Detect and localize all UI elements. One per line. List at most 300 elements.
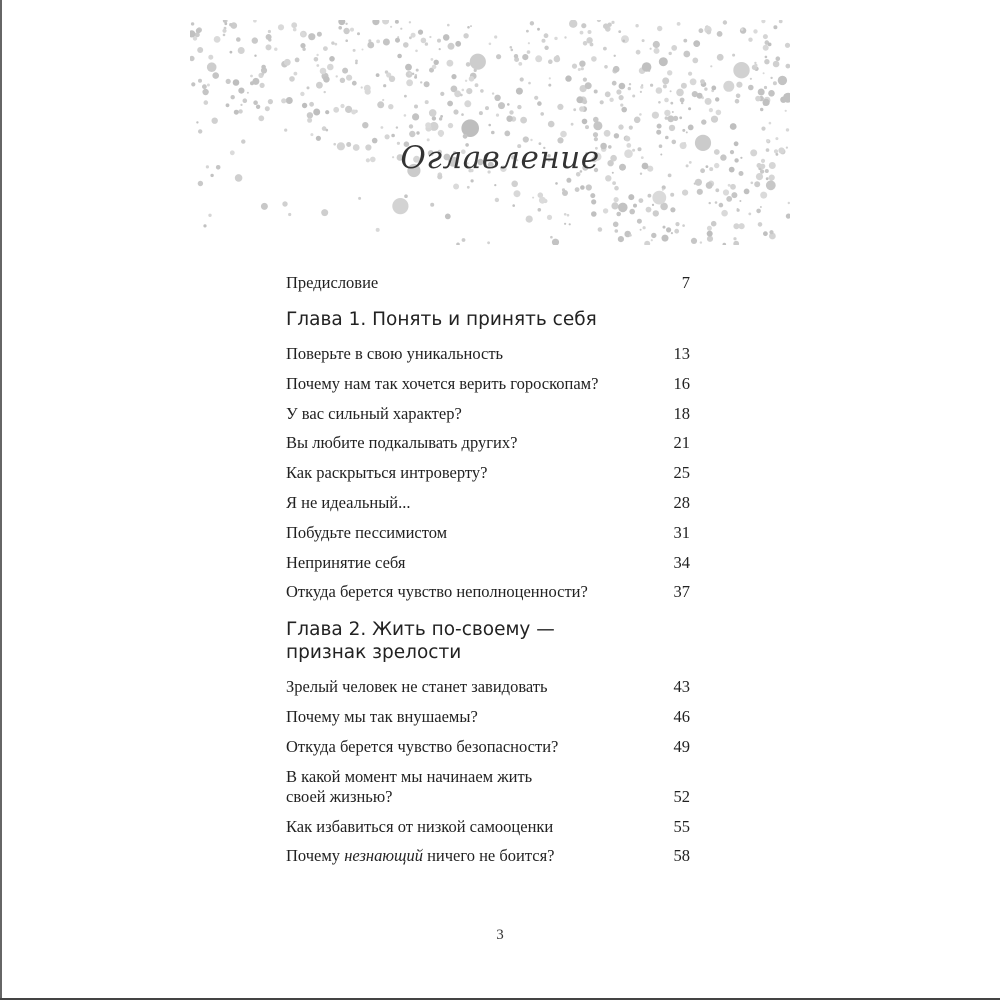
chapter-heading-2 [286,618,690,664]
decorative-dot [196,121,198,123]
decorative-dot [663,84,667,88]
decorative-dot [733,62,749,78]
decorative-dot [690,78,697,85]
decorative-dot [788,202,790,204]
decorative-dot [405,64,412,71]
page-number: 3 [496,927,504,943]
decorative-dot [614,186,619,191]
decorative-dot [240,104,242,106]
decorative-dot [420,81,422,83]
decorative-dot [353,49,356,52]
decorative-dot [448,123,453,128]
decorative-dot [548,84,551,87]
decorative-dot [385,134,390,139]
decorative-dot [611,21,614,24]
decorative-dot [715,201,718,204]
decorative-dot [667,115,674,122]
decorative-dot [233,79,240,86]
decorative-dot [511,181,518,188]
decorative-dot [207,84,210,87]
toc-entry-page: 52 [673,786,690,806]
decorative-dot [314,57,319,62]
decorative-dot [554,37,557,40]
decorative-dot [464,100,471,107]
decorative-dot [236,37,241,42]
decorative-dot [506,116,512,122]
decorative-dot [258,115,264,121]
toc-entry[interactable] [286,523,690,543]
decorative-dot [451,74,456,79]
decorative-dot [286,97,293,104]
decorative-dot [666,227,671,232]
decorative-dot [618,30,621,33]
decorative-dot [432,116,436,120]
decorative-dot [365,89,371,95]
decorative-dot [579,106,585,112]
decorative-dot [740,27,746,33]
decorative-dot [765,56,768,59]
decorative-dot [538,208,542,212]
decorative-dot [539,197,546,204]
decorative-dot [340,78,345,83]
decorative-dot [656,130,661,135]
decorative-dot [224,22,227,25]
decorative-dot [670,193,674,197]
decorative-dot [254,55,256,57]
decorative-dot [585,125,589,129]
decorative-dot [355,60,358,63]
decorative-dot [409,72,411,74]
toc-entry[interactable] [286,817,690,837]
decorative-dot [325,110,329,114]
toc-entry[interactable] [286,433,690,453]
decorative-dot [485,106,489,110]
decorative-dot [628,87,631,90]
decorative-dot [707,231,713,237]
decorative-dot [302,103,307,108]
decorative-dot [748,85,754,91]
decorative-dot [709,202,711,204]
decorative-dot [488,124,491,127]
decorative-dot [491,131,495,135]
decorative-dot [786,128,789,131]
decorative-dot [526,216,533,223]
decorative-dot [769,122,772,125]
decorative-dot [307,86,310,89]
decorative-dot [648,194,652,198]
decorative-dot [316,82,323,89]
decorative-dot [786,64,791,69]
decorative-dot [555,182,558,185]
decorative-dot [516,88,523,95]
decorative-dot [310,133,313,136]
decorative-dot [760,108,763,111]
decorative-dot [307,112,313,118]
toc-entry-page: 55 [673,816,690,836]
decorative-dot [454,90,461,97]
decorative-dot [711,116,718,123]
decorative-dot [664,110,670,116]
decorative-dot [664,98,669,103]
decorative-dot [683,39,687,43]
decorative-dot [439,48,441,50]
decorative-dot [730,184,736,190]
decorative-dot [321,209,328,216]
decorative-dot [223,34,226,37]
decorative-dot [352,81,357,86]
toc-entry[interactable] [286,582,690,602]
decorative-dot [629,83,631,85]
decorative-dot [569,20,577,28]
decorative-dot [265,106,270,111]
decorative-dot [683,51,690,58]
decorative-dot [723,243,727,245]
decorative-dot [511,49,514,52]
toc-entry-page: 58 [673,846,690,866]
decorative-dot [367,42,374,49]
decorative-dot [260,83,265,88]
decorative-dot [456,243,460,246]
decorative-dot [461,113,464,116]
decorative-dot [766,177,769,180]
decorative-dot [753,29,757,33]
decorative-dot [691,238,697,244]
toc-entry-title: У вас сильный характер? [286,403,462,423]
toc-entry-title [286,846,674,866]
decorative-dot [403,42,409,48]
decorative-dot [345,106,352,113]
decorative-dot [618,236,624,242]
decorative-dot [424,81,430,87]
decorative-dot [594,90,598,94]
decorative-dot [362,49,364,51]
decorative-dot [301,32,305,36]
decorative-dot [723,189,729,195]
decorative-dot [253,20,257,23]
decorative-dot [300,43,305,48]
decorative-dot [764,86,767,89]
decorative-dot [439,117,442,120]
decorative-dot [357,32,360,35]
decorative-dot [707,236,713,242]
decorative-dot [656,87,663,94]
decorative-dot [728,184,731,187]
decorative-dot [773,81,777,85]
decorative-dot [340,104,344,108]
decorative-dot [230,51,233,54]
decorative-dot [590,193,595,198]
toc-entry-title: Как раскрыться интроверту? [286,463,488,483]
decorative-dot [327,64,334,71]
decorative-dot [695,179,702,186]
decorative-dot [438,130,444,136]
decorative-dot [677,22,681,26]
toc-entry-title: Поверьте в свою уникальность [286,344,504,363]
decorative-dot [434,60,439,65]
decorative-dot [586,184,592,190]
decorative-dot [480,89,484,93]
decorative-dot [208,55,213,60]
decorative-dot [723,20,727,24]
decorative-dot [682,129,685,132]
decorative-dot [247,92,249,94]
decorative-dot [343,28,349,34]
decorative-dot [548,121,555,128]
decorative-dot [372,20,379,25]
decorative-dot [487,241,490,244]
decorative-dot [467,186,470,189]
decorative-dot [238,47,245,54]
decorative-dot [681,83,687,89]
decorative-dot [479,111,483,115]
toc-entry-page: 25 [673,463,690,483]
decorative-dot [302,48,305,51]
decorative-dot [547,215,552,220]
decorative-dot [786,214,790,219]
toc-entry[interactable] [286,677,690,697]
decorative-dot [207,62,217,72]
decorative-dot [651,239,653,241]
decorative-dot [613,66,620,73]
toc-entry[interactable] [286,737,690,757]
decorative-dot [198,181,203,186]
decorative-dot [266,44,272,50]
decorative-dot [535,55,542,62]
toc-entry[interactable] [286,404,690,424]
decorative-dot [642,39,645,42]
decorative-dot [400,28,402,30]
decorative-dot [662,189,664,191]
decorative-dot [261,65,266,70]
decorative-dot [697,93,703,99]
toc-entry[interactable] [286,463,690,483]
decorative-dot [395,38,400,43]
decorative-dot [670,102,673,105]
toc-entry-page: 13 [673,344,690,363]
toc-entry[interactable] [286,344,690,364]
decorative-dot [552,239,559,245]
decorative-dot [395,20,399,24]
decorative-dot [763,231,768,236]
decorative-dot [785,110,787,112]
toc-entry-title: Как избавиться от низкой самооценки [286,816,554,836]
toc-entry[interactable] [286,553,690,573]
decorative-dot [430,203,434,207]
decorative-dot [710,65,712,67]
decorative-dot [351,110,356,115]
toc-entry[interactable] [286,707,690,727]
toc-entry[interactable] [286,374,690,394]
decorative-dot [382,20,389,25]
decorative-dot [396,126,398,128]
decorative-dot [252,37,258,43]
decorative-dot [409,21,411,23]
decorative-dot [557,104,563,110]
decorative-dot [445,214,451,220]
decorative-dot [611,202,618,209]
decorative-dot [674,229,679,234]
decorative-dot [654,48,660,54]
decorative-dot [581,67,584,70]
decorative-dot [226,103,230,107]
decorative-dot [346,75,352,81]
decorative-dot [634,117,641,124]
decorative-dot [261,203,268,210]
decorative-dot [528,82,531,85]
decorative-dot [544,46,548,50]
decorative-dot [256,105,260,109]
decorative-dot [651,233,656,238]
decorative-dot [763,72,765,74]
toc-entry-preface[interactable] [286,273,690,293]
decorative-dot [323,76,330,83]
decorative-dot [368,39,371,42]
decorative-dot [621,35,629,43]
decorative-dot [706,30,711,35]
decorative-dot [376,228,380,232]
decorative-dot [675,222,679,226]
decorative-dot [760,206,762,208]
decorative-dot [635,24,638,27]
decorative-dot [389,76,395,82]
table-of-contents [286,273,690,876]
decorative-dot [739,200,741,202]
decorative-dot [597,20,601,22]
decorative-dot [542,39,546,43]
toc-entry-page: 18 [673,403,690,423]
decorative-dot [760,192,767,199]
decorative-dot [616,89,621,94]
decorative-dot [637,219,642,224]
decorative-dot [652,191,666,205]
toc-entry[interactable] [286,846,690,866]
toc-entry-title: Откуда берется чувство неполноценности? [286,582,588,602]
decorative-dot [629,209,635,215]
decorative-dot [604,65,608,69]
decorative-dot [212,72,219,79]
decorative-dot [495,198,499,202]
decorative-dot [583,78,587,82]
decorative-dot [214,36,221,43]
decorative-dot [758,89,765,96]
decorative-dot [613,222,619,228]
toc-entry-title: Побудьте пессимистом [286,522,448,542]
decorative-dot [462,89,465,92]
decorative-dot [231,95,235,99]
decorative-dot [534,96,538,100]
decorative-dot [309,102,314,107]
decorative-dot [282,201,287,206]
decorative-dot [544,33,549,38]
decorative-dot [711,86,716,91]
decorative-dot [758,222,763,227]
toc-entry-title-line: своей жизнью? [286,786,393,806]
decorative-dot [406,79,413,86]
toc-entry-title-part: Почему [286,846,345,866]
decorative-dot [453,109,458,114]
decorative-dot [447,101,453,107]
decorative-dot [532,197,534,199]
decorative-dot [358,197,361,200]
decorative-dot [618,203,628,213]
decorative-dot [736,94,741,99]
decorative-dot [620,104,623,107]
decorative-dot [564,36,566,38]
decorative-dot [197,47,203,53]
decorative-dot [711,221,717,227]
decorative-dot [618,124,623,129]
decorative-dot [418,30,423,35]
decorative-dot [250,81,254,85]
decorative-dot [291,22,297,28]
decorative-dot [548,59,553,64]
decorative-dot [342,68,348,74]
toc-entry-page: 46 [673,707,690,727]
decorative-dot [517,105,521,109]
decorative-dot [609,98,613,102]
toc-entry-title-emphasis: незнающий [344,846,423,866]
decorative-dot [591,199,596,204]
decorative-dot [432,65,437,70]
decorative-dot [234,110,239,115]
decorative-dot [512,204,515,207]
decorative-dot [425,42,428,45]
decorative-dot [748,38,752,42]
decorative-dot [222,29,226,33]
decorative-dot [203,224,206,227]
toc-entry-title: Откуда берется чувство безопасности? [286,736,559,756]
decorative-dot [510,46,513,49]
decorative-dot [268,99,273,104]
decorative-dot [412,113,419,120]
chapter-heading-line: Глава 2. Жить по-своему — [286,619,555,641]
decorative-dot [704,87,707,90]
toc-entry[interactable] [286,493,690,513]
decorative-dot [573,108,576,111]
decorative-dot [518,62,522,66]
toc-entry[interactable] [286,767,690,807]
decorative-dot [733,241,739,245]
decorative-dot [588,30,592,34]
decorative-dot [716,110,722,116]
decorative-dot [750,78,752,80]
decorative-dot [383,84,386,87]
decorative-dot [736,82,742,88]
decorative-dot [612,181,616,185]
decorative-dot [431,58,434,61]
decorative-dot [554,56,561,63]
decorative-dot [629,234,632,237]
decorative-dot [650,48,652,50]
decorative-dot [686,131,688,133]
decorative-dot [268,30,271,33]
decorative-dot [614,197,619,202]
decorative-dot [447,60,454,67]
decorative-dot [566,178,571,183]
decorative-dot [320,68,327,75]
decorative-dot [619,83,626,90]
decorative-dot [676,89,684,97]
decorative-dot [766,180,776,190]
decorative-dot [646,207,652,213]
decorative-dot [540,112,544,116]
decorative-dot [670,207,675,212]
decorative-dot [392,198,408,214]
decorative-dot [416,131,419,134]
decorative-dot [520,77,524,81]
decorative-dot [208,214,211,217]
decorative-dot [212,118,218,124]
